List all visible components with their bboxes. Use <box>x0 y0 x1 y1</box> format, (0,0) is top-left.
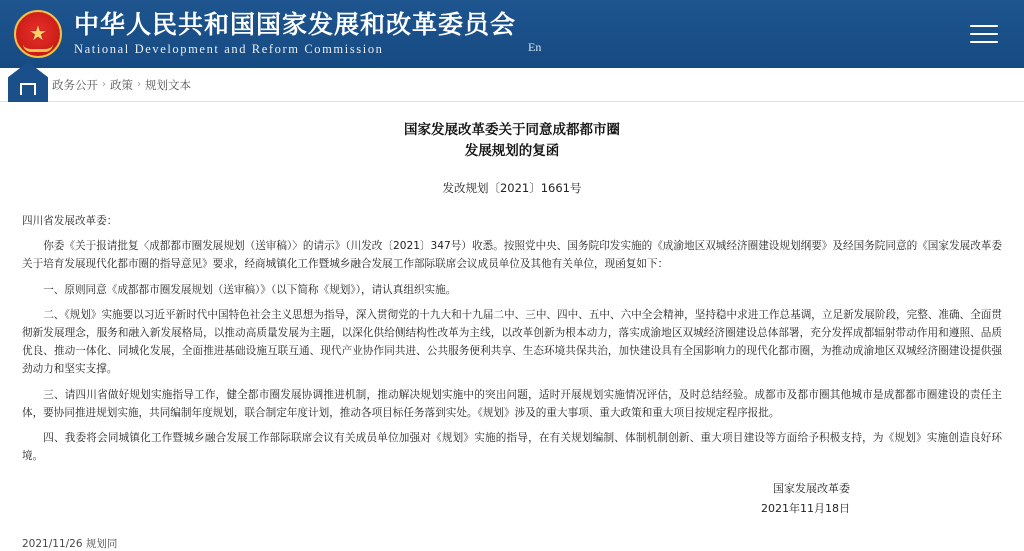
page-title <box>22 120 1002 162</box>
document-paragraph: 四、我委将会同城镇化工作暨城乡融合发展工作部际联席会议有关成员单位加强对《规划》实施的指导，在有关规划编制、体制机制创新、重大项目建设等方面给予积极支持，为《规划》实施创造良好环境。 <box>22 432 1002 463</box>
breadcrumb-item-1[interactable]: 政策 <box>110 77 133 92</box>
emblem-star-glyph: ★ <box>29 23 47 45</box>
hamburger-bar <box>970 41 998 43</box>
national-emblem-icon <box>14 10 62 58</box>
breadcrumb-separator: › <box>137 79 141 90</box>
breadcrumb <box>52 77 191 93</box>
doc-title-line-2: 发展规划的复函 <box>464 142 560 159</box>
site-header <box>0 0 1024 68</box>
document-paragraph: 你委《关于报请批复〈成都都市圈发展规划（送审稿）〉的请示》（川发改〔2021〕347号）收悉。按照党中央、国务院印发实施的《成渝地区双城经济圈建设规划纲要》及经国务院同意的《国家发展改革委关于培育发展现代化都市圈的指导意见》要求，经商城镇化工作暨城乡融合发展工作部际联席会议成员单位及其他有关单位，现函复如下： <box>22 240 1002 271</box>
breadcrumb-item-0[interactable]: 政务公开 <box>52 77 98 92</box>
home-roof-shape <box>20 83 36 95</box>
document-body <box>22 212 1002 466</box>
site-title-cn: 中华人民共和国国家发展和改革委员会 <box>74 9 517 39</box>
document-number: 发改规划〔2021〕1661号 <box>442 180 582 195</box>
emblem-wheat-arc <box>23 44 53 52</box>
home-icon[interactable] <box>8 62 48 102</box>
document-paragraph: 二、《规划》实施要以习近平新时代中国特色社会主义思想为指导，深入贯彻党的十九大和十九届二中、三中、四中、五中、六中全会精神，坚持稳中求进工作总基调，立足新发展阶段，完整、准确、全面贯彻新发展理念，服务和融入新发展格局，以推动高质量发展为主题，以深化供给侧结构性改革为主线，以改革创新为根本动力，落实成渝地区双城经济圈建设总体部署，充分发挥成都辐射带动作用和遵照、品质优良、推动一体化、同城化发展，全面推进基础设施互联互通、现代产业协作同共进、公共服务便利共享、生态环境共保共治，加快建设具有全国影响力的现代化都市圈，为推动成渝地区双城经济圈建设提供强劲动力和坚实支撑。 <box>22 308 1002 376</box>
doc-title-line-1: 国家发展改革委关于同意成都都市圈 <box>404 122 620 138</box>
hamburger-menu-icon[interactable] <box>970 25 998 43</box>
footer-note: 2021/11/26 规划同 <box>22 537 118 550</box>
breadcrumb-item-2[interactable]: 规划文本 <box>145 77 191 92</box>
signature-organization: 国家发展改革委 <box>773 482 850 496</box>
site-title-block <box>74 11 541 58</box>
hamburger-bar <box>970 25 998 27</box>
document-signature <box>22 479 1002 518</box>
document-content <box>0 102 1024 518</box>
hamburger-bar <box>970 33 998 35</box>
breadcrumb-separator: › <box>102 79 106 90</box>
signature-date: 2021年11月18日 <box>761 501 850 515</box>
document-paragraph: 一、原则同意《成都都市圈发展规划（送审稿）》（以下简称《规划》），请认真组织实施。 <box>43 283 457 296</box>
document-paragraph: 四川省发展改革委： <box>22 214 118 227</box>
language-switch-link[interactable]: En <box>528 40 542 55</box>
site-title-en: National Development and Reform Commission <box>74 42 384 57</box>
document-paragraph: 三、请四川省做好规划实施指导工作，健全都市圈发展协调推进机制，推动解决规划实施中的突出问题，适时开展规划实施情况评估，及时总结经验。成都市及都市圈其他城市是成都都市圈建设的责任主体，要协同推进规划实施，共同编制年度规划，联合制定年度计划，推动各项目标任务落到实处。《规划》涉及的重大事项、重大政策和重大项目按规定程序报批。 <box>22 388 1002 419</box>
breadcrumb-bar <box>0 68 1024 102</box>
